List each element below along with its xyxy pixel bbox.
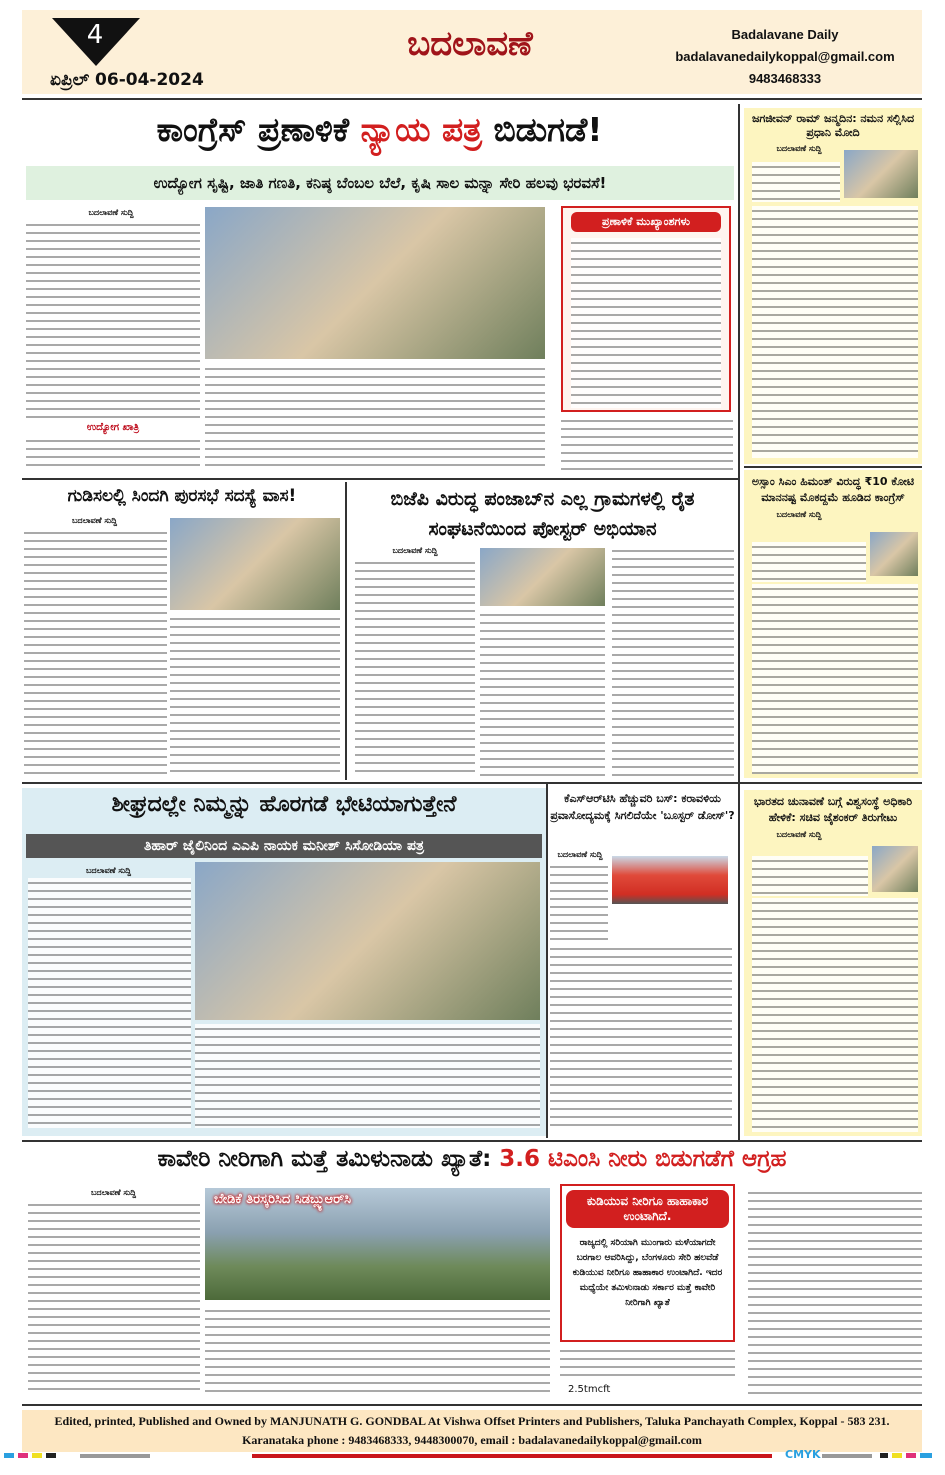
registration-swatches xyxy=(4,1453,64,1458)
body-text xyxy=(752,206,918,458)
ksrtc-bus-photo xyxy=(612,856,728,904)
story2-headline: ಗುಡಿಸಲಲ್ಲಿ ಸಿಂದಗಿ ಪುರಸಭೆ ಸದಸ್ಯೆ ವಾಸ! xyxy=(67,486,297,506)
tmcft-text: 2.5tmcft xyxy=(568,1384,611,1395)
highlights-title: ಪ್ರಣಾಳಿಕೆ ಮುಖ್ಯಾಂಶಗಳು xyxy=(571,212,721,232)
body-text xyxy=(195,1024,540,1128)
water-crisis-box xyxy=(560,1184,735,1342)
masthead-title: ಬದಲಾವಣೆ xyxy=(407,24,533,64)
story6-headline: ಕಾವೇರಿ ನೀರಿಗಾಗಿ ಮತ್ತೆ ತಮಿಳುನಾಡು ಖ್ಯಾತೆ: 3.6 ಟಿಎಂಸಿ ನೀರು ಬಿಡುಗಡೆಗೆ ಆಗ್ರಹ xyxy=(157,1146,787,1172)
divider xyxy=(22,782,922,784)
body-text xyxy=(752,542,866,582)
sidebar-story-2 xyxy=(744,470,922,778)
dateline: ಬದಲಾವಣೆ ಸುದ್ದಿ xyxy=(557,850,603,859)
story5-headline: ಕೆಎಸ್‌ಆರ್‌ಟಿಸಿ ಹೆಚ್ಚುವರಿ ಬಸ್: ಕರಾವಳಿಯ ಪ್ರವಾಸೋದ್ಯಮಕ್ಕೆ ಸಿಗಲಿದೆಯೇ 'ಬೂಸ್ಟರ್ ಡೋಸ್'? xyxy=(550,792,735,822)
body-text xyxy=(170,614,340,778)
body-text xyxy=(612,546,734,778)
imprint-line-1: Edited, printed, Published and Owned by MANJUNATH G. GONDBAL At Vishwa Offset Printers and Publishers, Taluka Panchayath Complex, Koppal - 583 231. xyxy=(54,1414,890,1428)
imprint-line-2: Karanataka phone : 9483468333, 9448300070, email : badalavanedailykoppal@gmail.com xyxy=(242,1433,702,1447)
divider xyxy=(22,1140,922,1142)
sidebar-headline: ಅಸ್ಸಾಂ ಸಿಎಂ ಹಿಮಂತ್ ವಿರುದ್ಧ ₹10 ಕೋಟಿ ಮಾನನಷ್ಟ ಮೊಕದ್ದಮೆ ಹೂಡಿದ ಕಾಂಗ್ರೆಸ್ xyxy=(751,475,915,504)
inline-subhead: ಉದ್ಯೋಗ ಖಾತ್ರಿ xyxy=(86,422,140,433)
body-text xyxy=(28,1200,200,1396)
body-text xyxy=(205,364,545,472)
manifesto-release-photo xyxy=(205,207,545,359)
divider xyxy=(738,104,740,1140)
body-text xyxy=(26,436,200,470)
body-text xyxy=(752,584,918,774)
story4-headline: ಶೀಘ್ರದಲ್ಲೇ ನಿಮ್ಮನ್ನು ಹೊರಗಡೆ ಭೇಟಿಯಾಗುತ್ತೇನೆ xyxy=(111,792,457,817)
body-text xyxy=(480,610,605,778)
divider xyxy=(546,784,548,1138)
body-text xyxy=(550,944,732,1132)
dateline: ಬದಲಾವಣೆ ಸುದ್ದಿ xyxy=(85,866,132,875)
body-text xyxy=(561,416,733,470)
dateline: ಬದಲಾವಣೆ ಸುದ್ದಿ xyxy=(392,546,438,555)
issue-date: ಏಪ್ರಿಲ್ 06-04-2024 xyxy=(50,70,204,90)
email: badalavanedailykoppal@gmail.com xyxy=(675,49,895,64)
divider xyxy=(744,466,922,468)
story1-subhead: ಉದ್ಯೋಗ ಸೃಷ್ಟಿ, ಜಾತಿ ಗಣತಿ, ಕನಿಷ್ಠ ಬೆಂಬಲ ಬೆಲೆ, ಕೃಷಿ ಸಾಲ ಮನ್ನಾ ಸೇರಿ ಹಲವು ಭರವಸೆ! xyxy=(26,166,734,200)
dateline: ಬದಲಾವಣೆ ಸುದ್ದಿ xyxy=(776,830,822,839)
body-text xyxy=(748,1188,922,1396)
sidebar-headline: ಜಗಜೀವನ್ ರಾಮ್ ಜನ್ಮದಿನ: ನಮನ ಸಲ್ಲಿಸಿದ ಪ್ರಧಾನಿ ಮೋದಿ xyxy=(751,112,915,139)
body-text xyxy=(24,528,167,778)
story3-headline: ಬಿಜೆಪಿ ವಿರುದ್ಧ ಪಂಜಾಬ್‌ನ ಎಲ್ಲ ಗ್ರಾಮಗಳಲ್ಲಿ ರೈತ ಸಂಘಟನೆಯಿಂದ ಪೋಸ್ಟರ್ ಅಭಿಯಾನ xyxy=(390,488,695,540)
farmers-protest-photo xyxy=(480,548,605,606)
dateline: ಬದಲಾವಣೆ ಸುದ್ದಿ xyxy=(90,1188,137,1197)
sidebar-headline: ಭಾರತದ ಚುನಾವಣೆ ಬಗ್ಗೆ ವಿಶ್ವಸಂಸ್ಥೆ ಅಧಿಕಾರಿ ಹೇಳಿಕೆ: ಸಚಿವ ಜೈಶಂಕರ್ ತಿರುಗೇಟು xyxy=(753,795,913,824)
box-title: ಕುಡಿಯುವ ನೀರಿಗೂ ಹಾಹಾಕಾರ ಉಂಟಾಗಿದೆ. xyxy=(566,1190,729,1228)
registration-swatches xyxy=(880,1453,932,1458)
story1-headline: ಕಾಂಗ್ರೆಸ್ ಪ್ರಣಾಳಿಕೆ ನ್ಯಾಯ ಪತ್ರ ಬಿಡುಗಡೆ! xyxy=(156,110,603,149)
box-text: ರಾಜ್ಯದಲ್ಲಿ ಸರಿಯಾಗಿ ಮುಂಗಾರು ಮಳೆಯಾಗದೇ ಬರಗಾಲ ಆವರಿಸಿದ್ದು, ಬೆಂಗಳೂರು ಸೇರಿ ಹಲವೆಡೆ ಕುಡಿಯುವ ನೀರಿಗೂ ಹಾಹಾಕಾರ ಉಂಟಾಗಿದೆ. ಇದರ ಮಧ್ಯೆಯೇ ತಮಿಳುನಾಡು ಸರ್ಕಾರ ಮತ್ತೆ ಕಾವೇರಿ ನೀರಿಗಾಗಿ ಖ್ಯಾತೆ xyxy=(572,1238,723,1308)
body-text xyxy=(550,862,608,942)
photo-caption: ಬೇಡಿಕೆ ತಿರಸ್ಕರಿಸಿದ ಸಿಡಬ್ಲ್ಯುಆರ್‌ಸಿ xyxy=(214,1192,352,1207)
divider xyxy=(22,1404,922,1406)
body-text xyxy=(752,162,840,202)
imprint-footer xyxy=(22,1410,922,1452)
body-text xyxy=(26,220,200,418)
divider xyxy=(22,98,922,100)
body-text xyxy=(752,898,918,1132)
body-text xyxy=(205,1306,550,1396)
paper-name: Badalavane Daily xyxy=(731,27,839,42)
body-text xyxy=(355,558,475,778)
dateline: ಬದಲಾವಣೆ ಸುದ್ದಿ xyxy=(776,510,822,519)
highlights-box xyxy=(561,206,731,412)
gray-bar xyxy=(80,1454,150,1458)
dateline: ಬದಲಾವಣೆ ಸುದ್ದಿ xyxy=(776,144,822,153)
body-text xyxy=(571,238,721,408)
phone: 9483468333 xyxy=(748,71,822,86)
divider xyxy=(345,482,347,780)
gray-bar xyxy=(822,1454,872,1458)
jaishankar-photo xyxy=(872,846,918,892)
body-text xyxy=(752,856,868,896)
color-bar xyxy=(252,1454,772,1458)
sisodia-photo xyxy=(195,862,540,1020)
sidebar-story-3 xyxy=(744,790,922,1136)
body-text xyxy=(560,1346,735,1382)
himanta-photo xyxy=(870,532,918,576)
page-number: 4 xyxy=(86,20,104,50)
story4-subhead: ತಿಹಾರ್ ಜೈಲಿನಿಂದ ಎಎಪಿ ನಾಯಕ ಮನೀಶ್ ಸಿಸೋಡಿಯಾ ಪತ್ರ xyxy=(26,834,542,858)
modi-photo xyxy=(844,150,918,198)
sidebar-story-1 xyxy=(744,108,922,464)
dateline: ಬದಲಾವಣೆ ಸುದ್ದಿ xyxy=(88,208,134,217)
dateline: ಬದಲಾವಣೆ ಸುದ್ದಿ xyxy=(71,516,118,525)
body-text xyxy=(28,878,191,1128)
cmyk-label: CMYK xyxy=(785,1448,821,1461)
divider xyxy=(22,478,738,480)
councillor-hut-photo xyxy=(170,518,340,610)
contact-info xyxy=(660,24,910,90)
